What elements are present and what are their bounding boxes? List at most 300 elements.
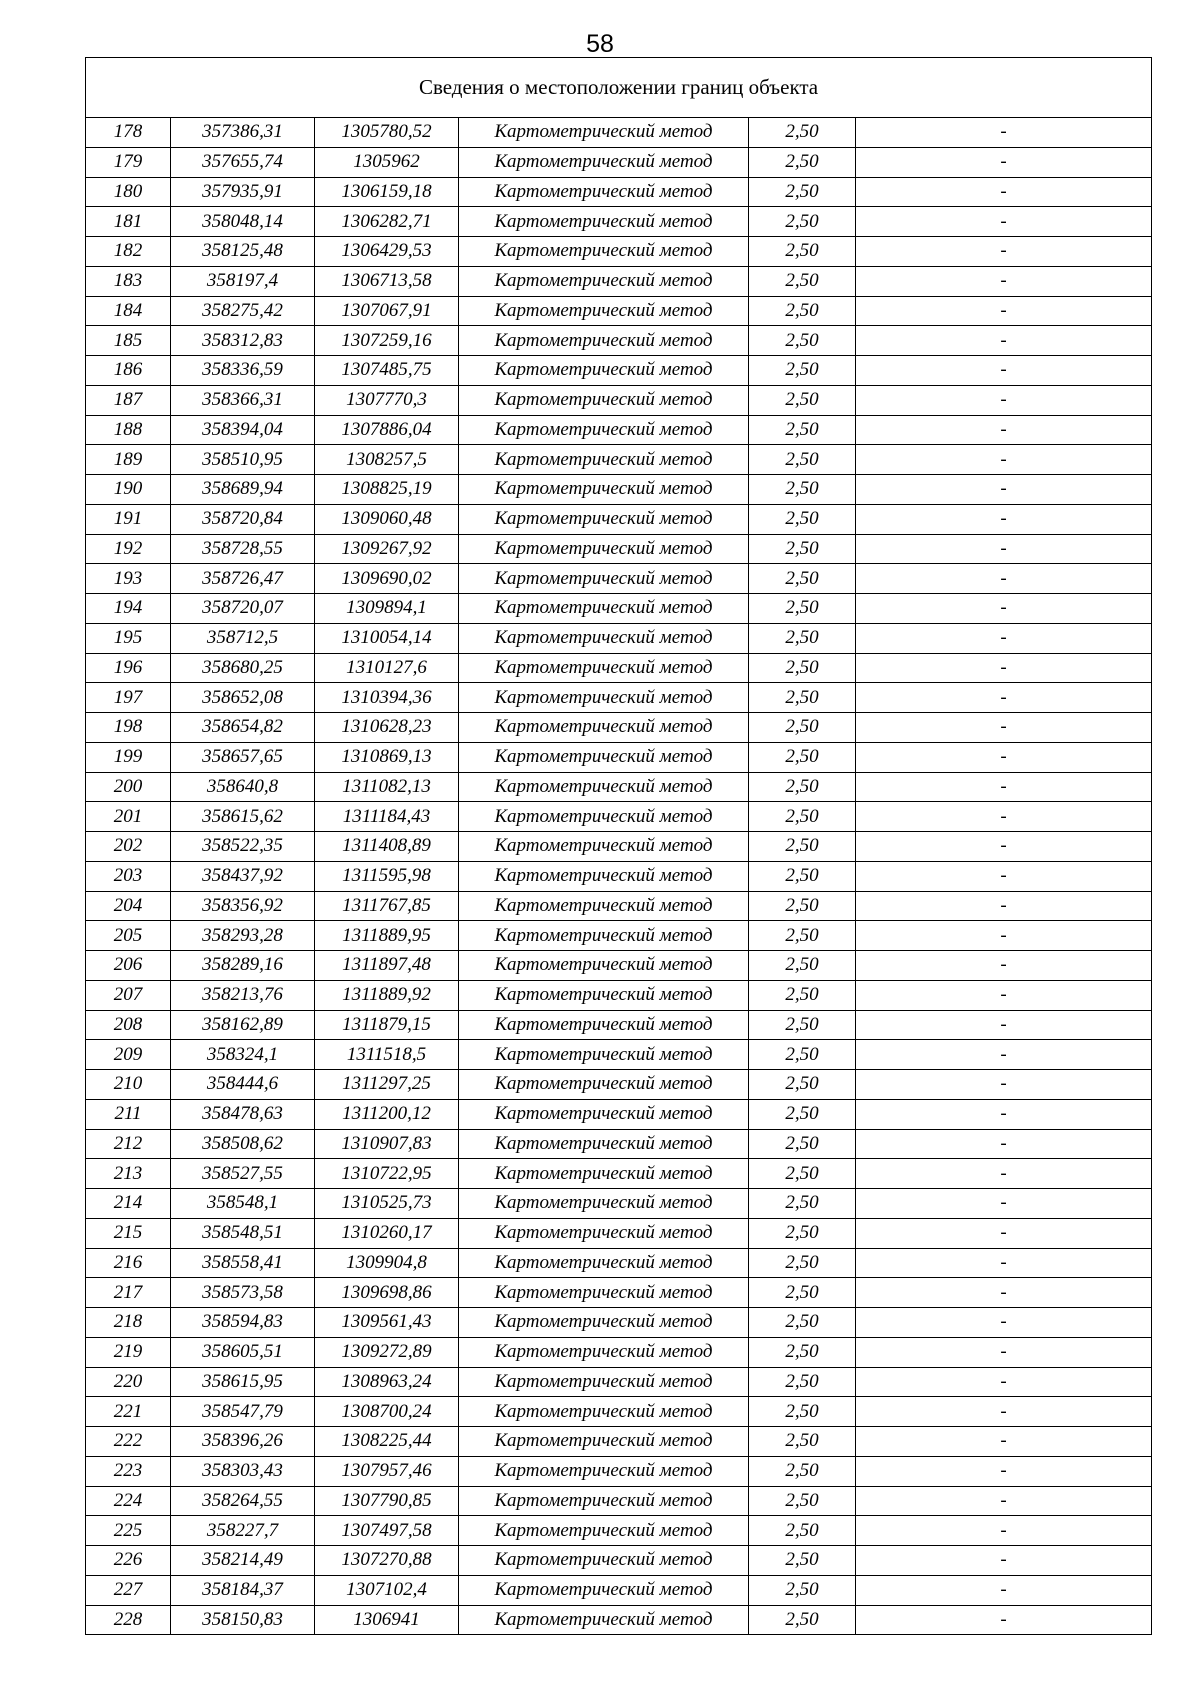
y-coordinate-cell: 1311767,85 [315, 891, 459, 921]
y-coordinate-cell: 1309272,89 [315, 1337, 459, 1367]
x-coordinate-cell: 358197,4 [171, 266, 315, 296]
y-coordinate-cell: 1309894,1 [315, 594, 459, 624]
accuracy-cell: 2,50 [749, 1486, 856, 1516]
x-coordinate-cell: 357935,91 [171, 177, 315, 207]
method-cell: Картометрический метод [459, 891, 749, 921]
point-number-cell: 207 [86, 980, 171, 1010]
accuracy-cell: 2,50 [749, 1129, 856, 1159]
point-number-cell: 188 [86, 415, 171, 445]
method-cell: Картометрический метод [459, 1129, 749, 1159]
note-cell: - [856, 1337, 1152, 1367]
note-cell: - [856, 1040, 1152, 1070]
x-coordinate-cell: 357386,31 [171, 118, 315, 148]
table-row [86, 861, 1152, 891]
x-coordinate-cell: 358712,5 [171, 623, 315, 653]
table-row [86, 356, 1152, 386]
method-cell: Картометрический метод [459, 237, 749, 267]
method-cell: Картометрический метод [459, 1159, 749, 1189]
y-coordinate-cell: 1307270,88 [315, 1546, 459, 1576]
method-cell: Картометрический метод [459, 1337, 749, 1367]
accuracy-cell: 2,50 [749, 1546, 856, 1576]
boundary-table [85, 57, 1152, 1635]
point-number-cell: 205 [86, 921, 171, 951]
accuracy-cell: 2,50 [749, 832, 856, 862]
point-number-cell: 182 [86, 237, 171, 267]
accuracy-cell: 2,50 [749, 326, 856, 356]
accuracy-cell: 2,50 [749, 594, 856, 624]
method-cell: Картометрический метод [459, 1456, 749, 1486]
y-coordinate-cell: 1305780,52 [315, 118, 459, 148]
note-cell: - [856, 1308, 1152, 1338]
point-number-cell: 217 [86, 1278, 171, 1308]
method-cell: Картометрический метод [459, 1605, 749, 1635]
method-cell: Картометрический метод [459, 772, 749, 802]
point-number-cell: 183 [86, 266, 171, 296]
y-coordinate-cell: 1311297,25 [315, 1070, 459, 1100]
table-row [86, 832, 1152, 862]
note-cell: - [856, 1605, 1152, 1635]
x-coordinate-cell: 358324,1 [171, 1040, 315, 1070]
accuracy-cell: 2,50 [749, 1040, 856, 1070]
table-row [86, 1367, 1152, 1397]
point-number-cell: 201 [86, 802, 171, 832]
accuracy-cell: 2,50 [749, 415, 856, 445]
x-coordinate-cell: 358640,8 [171, 772, 315, 802]
y-coordinate-cell: 1309060,48 [315, 504, 459, 534]
table-row [86, 623, 1152, 653]
method-cell: Картометрический метод [459, 1516, 749, 1546]
x-coordinate-cell: 358396,26 [171, 1427, 315, 1457]
table-row [86, 1456, 1152, 1486]
y-coordinate-cell: 1307957,46 [315, 1456, 459, 1486]
point-number-cell: 185 [86, 326, 171, 356]
point-number-cell: 190 [86, 475, 171, 505]
point-number-cell: 211 [86, 1099, 171, 1129]
x-coordinate-cell: 358508,62 [171, 1129, 315, 1159]
table-title: Сведения о местоположении границ объекта [86, 58, 1152, 118]
y-coordinate-cell: 1310722,95 [315, 1159, 459, 1189]
x-coordinate-cell: 358213,76 [171, 980, 315, 1010]
accuracy-cell: 2,50 [749, 385, 856, 415]
method-cell: Картометрический метод [459, 177, 749, 207]
y-coordinate-cell: 1307497,58 [315, 1516, 459, 1546]
y-coordinate-cell: 1310260,17 [315, 1218, 459, 1248]
x-coordinate-cell: 358293,28 [171, 921, 315, 951]
accuracy-cell: 2,50 [749, 1605, 856, 1635]
y-coordinate-cell: 1307770,3 [315, 385, 459, 415]
y-coordinate-cell: 1306282,71 [315, 207, 459, 237]
x-coordinate-cell: 358510,95 [171, 445, 315, 475]
method-cell: Картометрический метод [459, 1278, 749, 1308]
accuracy-cell: 2,50 [749, 1308, 856, 1338]
method-cell: Картометрический метод [459, 921, 749, 951]
accuracy-cell: 2,50 [749, 1099, 856, 1129]
table-row [86, 921, 1152, 951]
x-coordinate-cell: 358366,31 [171, 385, 315, 415]
point-number-cell: 186 [86, 356, 171, 386]
method-cell: Картометрический метод [459, 564, 749, 594]
method-cell: Картометрический метод [459, 980, 749, 1010]
note-cell: - [856, 266, 1152, 296]
note-cell: - [856, 147, 1152, 177]
accuracy-cell: 2,50 [749, 1397, 856, 1427]
method-cell: Картометрический метод [459, 951, 749, 981]
x-coordinate-cell: 358615,95 [171, 1367, 315, 1397]
note-cell: - [856, 296, 1152, 326]
note-cell: - [856, 891, 1152, 921]
y-coordinate-cell: 1308257,5 [315, 445, 459, 475]
accuracy-cell: 2,50 [749, 475, 856, 505]
point-number-cell: 223 [86, 1456, 171, 1486]
method-cell: Картометрический метод [459, 1070, 749, 1100]
table-row [86, 415, 1152, 445]
note-cell: - [856, 653, 1152, 683]
accuracy-cell: 2,50 [749, 237, 856, 267]
x-coordinate-cell: 358394,04 [171, 415, 315, 445]
table-row [86, 237, 1152, 267]
accuracy-cell: 2,50 [749, 802, 856, 832]
y-coordinate-cell: 1309904,8 [315, 1248, 459, 1278]
x-coordinate-cell: 358048,14 [171, 207, 315, 237]
note-cell: - [856, 832, 1152, 862]
method-cell: Картометрический метод [459, 1218, 749, 1248]
accuracy-cell: 2,50 [749, 951, 856, 981]
y-coordinate-cell: 1310525,73 [315, 1189, 459, 1219]
table-row [86, 1218, 1152, 1248]
x-coordinate-cell: 358654,82 [171, 713, 315, 743]
method-cell: Картометрический метод [459, 832, 749, 862]
x-coordinate-cell: 358547,79 [171, 1397, 315, 1427]
note-cell: - [856, 1278, 1152, 1308]
table-row [86, 891, 1152, 921]
point-number-cell: 180 [86, 177, 171, 207]
method-cell: Картометрический метод [459, 742, 749, 772]
method-cell: Картометрический метод [459, 1427, 749, 1457]
y-coordinate-cell: 1307886,04 [315, 415, 459, 445]
accuracy-cell: 2,50 [749, 713, 856, 743]
method-cell: Картометрический метод [459, 1367, 749, 1397]
table-row [86, 1308, 1152, 1338]
x-coordinate-cell: 358162,89 [171, 1010, 315, 1040]
accuracy-cell: 2,50 [749, 1456, 856, 1486]
table-row [86, 1159, 1152, 1189]
y-coordinate-cell: 1308225,44 [315, 1427, 459, 1457]
accuracy-cell: 2,50 [749, 623, 856, 653]
point-number-cell: 196 [86, 653, 171, 683]
point-number-cell: 224 [86, 1486, 171, 1516]
method-cell: Картометрический метод [459, 475, 749, 505]
accuracy-cell: 2,50 [749, 772, 856, 802]
table-row [86, 1040, 1152, 1070]
method-cell: Картометрический метод [459, 653, 749, 683]
method-cell: Картометрический метод [459, 1248, 749, 1278]
point-number-cell: 228 [86, 1605, 171, 1635]
point-number-cell: 202 [86, 832, 171, 862]
accuracy-cell: 2,50 [749, 861, 856, 891]
x-coordinate-cell: 358728,55 [171, 534, 315, 564]
x-coordinate-cell: 358573,58 [171, 1278, 315, 1308]
y-coordinate-cell: 1311184,43 [315, 802, 459, 832]
table-row [86, 1129, 1152, 1159]
accuracy-cell: 2,50 [749, 1337, 856, 1367]
y-coordinate-cell: 1310907,83 [315, 1129, 459, 1159]
note-cell: - [856, 623, 1152, 653]
accuracy-cell: 2,50 [749, 177, 856, 207]
table-row [86, 742, 1152, 772]
x-coordinate-cell: 358548,1 [171, 1189, 315, 1219]
point-number-cell: 198 [86, 713, 171, 743]
x-coordinate-cell: 358312,83 [171, 326, 315, 356]
point-number-cell: 191 [86, 504, 171, 534]
y-coordinate-cell: 1307485,75 [315, 356, 459, 386]
method-cell: Картометрический метод [459, 861, 749, 891]
table-row [86, 594, 1152, 624]
x-coordinate-cell: 358720,07 [171, 594, 315, 624]
x-coordinate-cell: 358689,94 [171, 475, 315, 505]
note-cell: - [856, 207, 1152, 237]
table-row [86, 1397, 1152, 1427]
point-number-cell: 193 [86, 564, 171, 594]
table-row [86, 1486, 1152, 1516]
table-row [86, 1546, 1152, 1576]
x-coordinate-cell: 358680,25 [171, 653, 315, 683]
table-row [86, 1427, 1152, 1457]
point-number-cell: 184 [86, 296, 171, 326]
note-cell: - [856, 177, 1152, 207]
table-row [86, 1248, 1152, 1278]
table-row [86, 1337, 1152, 1367]
table-row [86, 1605, 1152, 1635]
method-cell: Картометрический метод [459, 415, 749, 445]
y-coordinate-cell: 1309267,92 [315, 534, 459, 564]
point-number-cell: 214 [86, 1189, 171, 1219]
accuracy-cell: 2,50 [749, 683, 856, 713]
method-cell: Картометрический метод [459, 623, 749, 653]
note-cell: - [856, 713, 1152, 743]
accuracy-cell: 2,50 [749, 564, 856, 594]
x-coordinate-cell: 358478,63 [171, 1099, 315, 1129]
note-cell: - [856, 1218, 1152, 1248]
x-coordinate-cell: 358522,35 [171, 832, 315, 862]
point-number-cell: 208 [86, 1010, 171, 1040]
table-row [86, 1278, 1152, 1308]
x-coordinate-cell: 358548,51 [171, 1218, 315, 1248]
accuracy-cell: 2,50 [749, 1248, 856, 1278]
y-coordinate-cell: 1307259,16 [315, 326, 459, 356]
accuracy-cell: 2,50 [749, 534, 856, 564]
table-row [86, 177, 1152, 207]
note-cell: - [856, 415, 1152, 445]
y-coordinate-cell: 1311889,95 [315, 921, 459, 951]
table-row [86, 713, 1152, 743]
y-coordinate-cell: 1310628,23 [315, 713, 459, 743]
x-coordinate-cell: 358605,51 [171, 1337, 315, 1367]
method-cell: Картометрический метод [459, 1040, 749, 1070]
table-row [86, 1189, 1152, 1219]
method-cell: Картометрический метод [459, 594, 749, 624]
y-coordinate-cell: 1305962 [315, 147, 459, 177]
method-cell: Картометрический метод [459, 504, 749, 534]
table-row [86, 653, 1152, 683]
point-number-cell: 209 [86, 1040, 171, 1070]
point-number-cell: 203 [86, 861, 171, 891]
accuracy-cell: 2,50 [749, 1218, 856, 1248]
note-cell: - [856, 683, 1152, 713]
accuracy-cell: 2,50 [749, 1367, 856, 1397]
x-coordinate-cell: 358184,37 [171, 1575, 315, 1605]
accuracy-cell: 2,50 [749, 504, 856, 534]
note-cell: - [856, 1248, 1152, 1278]
point-number-cell: 179 [86, 147, 171, 177]
accuracy-cell: 2,50 [749, 1427, 856, 1457]
method-cell: Картометрический метод [459, 1575, 749, 1605]
accuracy-cell: 2,50 [749, 1189, 856, 1219]
x-coordinate-cell: 358264,55 [171, 1486, 315, 1516]
point-number-cell: 178 [86, 118, 171, 148]
page-number: 58 [586, 30, 614, 58]
note-cell: - [856, 475, 1152, 505]
x-coordinate-cell: 358214,49 [171, 1546, 315, 1576]
note-cell: - [856, 1516, 1152, 1546]
y-coordinate-cell: 1311889,92 [315, 980, 459, 1010]
point-number-cell: 200 [86, 772, 171, 802]
point-number-cell: 189 [86, 445, 171, 475]
x-coordinate-cell: 358437,92 [171, 861, 315, 891]
table-body [86, 118, 1152, 1635]
method-cell: Картометрический метод [459, 1308, 749, 1338]
y-coordinate-cell: 1310869,13 [315, 742, 459, 772]
point-number-cell: 222 [86, 1427, 171, 1457]
note-cell: - [856, 564, 1152, 594]
table-row [86, 504, 1152, 534]
method-cell: Картометрический метод [459, 683, 749, 713]
note-cell: - [856, 921, 1152, 951]
method-cell: Картометрический метод [459, 118, 749, 148]
note-cell: - [856, 118, 1152, 148]
point-number-cell: 226 [86, 1546, 171, 1576]
table-row [86, 683, 1152, 713]
y-coordinate-cell: 1310127,6 [315, 653, 459, 683]
y-coordinate-cell: 1309698,86 [315, 1278, 459, 1308]
accuracy-cell: 2,50 [749, 1516, 856, 1546]
accuracy-cell: 2,50 [749, 980, 856, 1010]
x-coordinate-cell: 358227,7 [171, 1516, 315, 1546]
table-row [86, 326, 1152, 356]
y-coordinate-cell: 1307790,85 [315, 1486, 459, 1516]
y-coordinate-cell: 1306159,18 [315, 177, 459, 207]
note-cell: - [856, 1427, 1152, 1457]
table-row [86, 475, 1152, 505]
table-row [86, 1575, 1152, 1605]
table-row [86, 296, 1152, 326]
method-cell: Картометрический метод [459, 356, 749, 386]
method-cell: Картометрический метод [459, 147, 749, 177]
accuracy-cell: 2,50 [749, 445, 856, 475]
y-coordinate-cell: 1310394,36 [315, 683, 459, 713]
table-row [86, 385, 1152, 415]
point-number-cell: 212 [86, 1129, 171, 1159]
method-cell: Картометрический метод [459, 1189, 749, 1219]
x-coordinate-cell: 358356,92 [171, 891, 315, 921]
note-cell: - [856, 237, 1152, 267]
x-coordinate-cell: 358125,48 [171, 237, 315, 267]
point-number-cell: 181 [86, 207, 171, 237]
note-cell: - [856, 1367, 1152, 1397]
note-cell: - [856, 1456, 1152, 1486]
point-number-cell: 213 [86, 1159, 171, 1189]
table-row [86, 1070, 1152, 1100]
point-number-cell: 227 [86, 1575, 171, 1605]
y-coordinate-cell: 1309690,02 [315, 564, 459, 594]
note-cell: - [856, 1129, 1152, 1159]
method-cell: Картометрический метод [459, 385, 749, 415]
x-coordinate-cell: 358150,83 [171, 1605, 315, 1635]
note-cell: - [856, 1070, 1152, 1100]
note-cell: - [856, 1099, 1152, 1129]
x-coordinate-cell: 358558,41 [171, 1248, 315, 1278]
method-cell: Картометрический метод [459, 296, 749, 326]
table-row [86, 445, 1152, 475]
table-row [86, 980, 1152, 1010]
table-row [86, 1010, 1152, 1040]
x-coordinate-cell: 358726,47 [171, 564, 315, 594]
accuracy-cell: 2,50 [749, 742, 856, 772]
y-coordinate-cell: 1311897,48 [315, 951, 459, 981]
accuracy-cell: 2,50 [749, 356, 856, 386]
point-number-cell: 204 [86, 891, 171, 921]
point-number-cell: 194 [86, 594, 171, 624]
y-coordinate-cell: 1311879,15 [315, 1010, 459, 1040]
accuracy-cell: 2,50 [749, 653, 856, 683]
table-row [86, 534, 1152, 564]
x-coordinate-cell: 358303,43 [171, 1456, 315, 1486]
method-cell: Картометрический метод [459, 1397, 749, 1427]
note-cell: - [856, 1159, 1152, 1189]
point-number-cell: 218 [86, 1308, 171, 1338]
y-coordinate-cell: 1306429,53 [315, 237, 459, 267]
x-coordinate-cell: 358615,62 [171, 802, 315, 832]
y-coordinate-cell: 1308700,24 [315, 1397, 459, 1427]
x-coordinate-cell: 357655,74 [171, 147, 315, 177]
y-coordinate-cell: 1306713,58 [315, 266, 459, 296]
y-coordinate-cell: 1311595,98 [315, 861, 459, 891]
accuracy-cell: 2,50 [749, 921, 856, 951]
table-row [86, 1099, 1152, 1129]
method-cell: Картометрический метод [459, 266, 749, 296]
y-coordinate-cell: 1311408,89 [315, 832, 459, 862]
y-coordinate-cell: 1308963,24 [315, 1367, 459, 1397]
method-cell: Картометрический метод [459, 1546, 749, 1576]
x-coordinate-cell: 358275,42 [171, 296, 315, 326]
method-cell: Картометрический метод [459, 207, 749, 237]
table-row [86, 772, 1152, 802]
note-cell: - [856, 861, 1152, 891]
accuracy-cell: 2,50 [749, 266, 856, 296]
accuracy-cell: 2,50 [749, 207, 856, 237]
note-cell: - [856, 1546, 1152, 1576]
accuracy-cell: 2,50 [749, 1010, 856, 1040]
x-coordinate-cell: 358657,65 [171, 742, 315, 772]
point-number-cell: 197 [86, 683, 171, 713]
point-number-cell: 192 [86, 534, 171, 564]
method-cell: Картометрический метод [459, 534, 749, 564]
y-coordinate-cell: 1311518,5 [315, 1040, 459, 1070]
point-number-cell: 199 [86, 742, 171, 772]
table-row [86, 564, 1152, 594]
point-number-cell: 206 [86, 951, 171, 981]
accuracy-cell: 2,50 [749, 1278, 856, 1308]
x-coordinate-cell: 358720,84 [171, 504, 315, 534]
